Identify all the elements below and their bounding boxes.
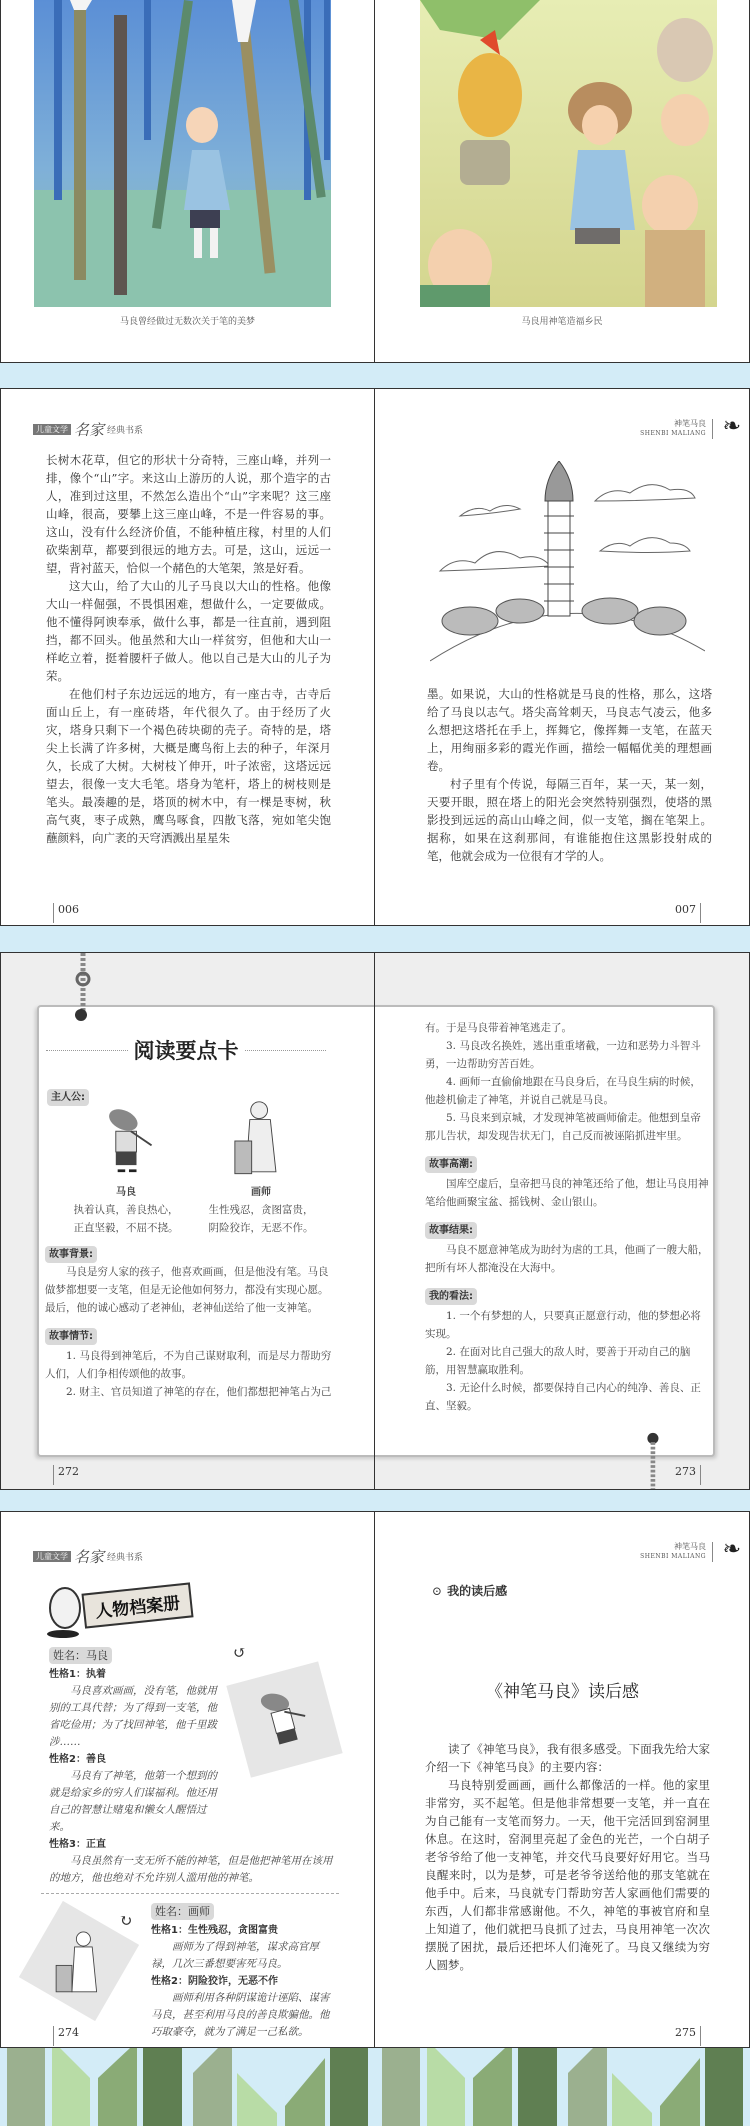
page-275 (375, 1512, 750, 2047)
profile-name: 姓名：马良 (49, 1647, 112, 1664)
climax-text: 国库空虚后，皇帝把马良的神笔还给了他，想让马良用神笔给他画聚宝盆、摇钱树、金山银山。 (425, 1178, 709, 1208)
card-title-text: 阅读要点卡 (133, 1038, 239, 1063)
painter-figure (35, 1917, 123, 2005)
trait-title: 性格2：阴险狡诈，无恶不作 (151, 1976, 278, 1987)
page-number: 272 (53, 1465, 79, 1485)
character-trait: 阴险狡诈，无恶不作。 (208, 1222, 314, 1234)
climax-label: 故事高潮: (425, 1156, 477, 1173)
character-name: 画师 (251, 1187, 271, 1198)
profile-banner-text: 人物档案册 (94, 1593, 182, 1623)
series-name: 经典书系 (107, 1553, 144, 1563)
plot-label: 故事情节: (45, 1328, 97, 1345)
page-273 (375, 953, 750, 1489)
plot-item: 5. 马良来到京城，才发现神笔被画师偷走。他想到皇帝那儿告状，却发现告状无门，自己反而被诬陷抓进牢里。 (425, 1112, 701, 1142)
book-header (640, 419, 713, 439)
arrow-icon: ↺ (233, 1643, 247, 1662)
brush-logo-icon: ❧ (722, 414, 741, 439)
section-heading (432, 1582, 507, 1599)
spread-illustrations (0, 0, 750, 363)
paragraph: 村子里有个传说，每隔三百年，某一天，某一刻，天要开眼，照在塔上的阳光会突然特别强烈，使塔的黑影投到远远的高山山峰之间，似一支笔，搁在笔架上。据称，如果在这刹那间，有谁能抱住这黑影投射成的笔，他就会成为一位很有才学的人。 (427, 777, 712, 863)
opinion-item: 1. 一个有梦想的人，只要真正愿意行动，他的梦想必将实现。 (425, 1310, 701, 1340)
page-number: 274 (53, 2026, 79, 2046)
plot-item: 4. 画师一直偷偷地跟在马良身后，在马良生病的时候，他趁机偷走了神笔，并说自己就是马良。 (425, 1076, 701, 1106)
page-number: 273 (675, 1465, 701, 1485)
trait-text: 画师为了得到神笔，谋求高官厚禄，几次三番想要害死马良。 (151, 1941, 319, 1970)
spread-pages-006-007 (0, 388, 750, 926)
plot-item: 有。于是马良带着神笔逃走了。 (425, 1022, 572, 1034)
illustration-caption: 马良用神笔造福乡民 (521, 317, 603, 327)
divider (41, 1893, 339, 1894)
rope-icon (637, 1431, 667, 1489)
page-right-illustration (375, 0, 750, 362)
character-trait: 正直坚毅，不屈不挠。 (73, 1222, 179, 1234)
trait-text: 马良虽然有一支无所不能的神笔，但是他把神笔用在该用的地方，他也绝对不允许别人滥用他的神笔。 (49, 1855, 333, 1884)
character-trait: 执着认真，善良热心， (73, 1204, 179, 1216)
painter-figure (231, 1099, 291, 1183)
character-trait: 生性残忍，贪图富贵， (208, 1204, 314, 1216)
spread-pages-272-273 (0, 952, 750, 1490)
paragraph: 墨。如果说，大山的性格就是马良的性格，那么，这塔给了马良以志气。塔尖高耸刺天，马良志气凌云，他多么想把这塔托在手上，挥舞它，像挥舞一支笔，在蓝天上，用绚丽多彩的霞光作画，描绘一幅幅优美的理想画卷。 (427, 687, 712, 773)
trait-title: 性格1：执着 (49, 1669, 106, 1680)
brush-logo-icon: ❧ (722, 1537, 741, 1562)
character-painter (201, 1185, 321, 1237)
opinion-item: 3. 无论什么时候，都要保持自己内心的纯净、善良、正直、坚毅。 (425, 1382, 701, 1412)
page-006 (0, 389, 375, 925)
character-ma-liang (66, 1185, 186, 1237)
ma-liang-profile (49, 1644, 221, 1836)
essay-body (425, 1740, 710, 1974)
paragraph: 这大山，给了大山的儿子马良以大山的性格。他像大山一样倔强，不畏惧困难，想做什么，一定要做成。他不懂得阿谀奉承，做什么事，都是一往直前，遇到阻挡，都不回头。他虽然和大山一样贫穷，但他和大山一样屹立着，挺着腰杆子做人。他以自己是大山的儿子为荣。 (46, 579, 331, 683)
trait-title: 性格2：善良 (49, 1754, 106, 1765)
paragraph: 长树木花草，但它的形状十分奇特，三座山峰，并列一排，像个“山”字。来这山上游历的人说，那个造字的古人，准到过这里，不然怎么造出个“山”字来呢？这三座山峰，很高，要攀上这三座山峰，不是一件容易的事。这山，没有什么经济价值，不能种植庄稼，村里的人们砍柴割草，都要到很远的地方去。可是，这山，远远一望，背衬蓝天，恰似一个赭色的大笔架，煞是好看。 (46, 453, 331, 575)
illustration-caption: 马良曾经做过无数次关于笔的美梦 (119, 317, 255, 327)
arrow-icon: ↻ (119, 1911, 133, 1930)
opinion-label: 我的看法: (425, 1288, 477, 1305)
paragraph: 在他们村子东边远远的地方，有一座古寺，古寺后面山丘上，有一座砖塔，年代很久了。由于经历了火灾，塔身只剩下一个褐色砖块砌的壳子。奇特的是，塔尖上长满了许多树，大概是鹰鸟衔上去的种子，年深月久，长成了大树。大树枝丫伸开，叶子浓密，这塔远远望去，很像一支大毛笔。塔身为笔杆，塔上的树枝则是笔头。最凑趣的是，塔顶的树木中，有一棵是枣树，秋高气爽，枣子成熟，鹰鸟啄食，四散飞落，宛如笔尖饱蘸颜料，向广袤的天穹洒溅出星星朱 (46, 687, 331, 845)
paragraph: 读了《神笔马良》，我有很多感受。下面我先给大家介绍一下《神笔马良》的主要内容： (425, 1742, 710, 1774)
trait-text: 马良喜欢画画，没有笔，他就用别的工具代替；为了得到一支笔，他省吃俭用；为了找回神笔，他千里跋涉…… (49, 1685, 217, 1748)
series-header (33, 419, 143, 440)
page-number: 006 (53, 903, 79, 923)
book-title-en: SHENBI MALIANG (640, 430, 706, 437)
result-label: 故事结果: (425, 1222, 477, 1239)
result-text: 马良不愿意神笔成为助纣为虐的工具，他画了一艘大船，把所有坏人都淹没在大海中。 (425, 1244, 709, 1274)
page-274 (0, 1512, 375, 2047)
painter-profile (151, 1900, 339, 2041)
rope-icon (69, 953, 99, 1023)
section-title: 我的读后感 (447, 1584, 508, 1598)
paragraph: 马良特别爱画画，画什么都像活的一样。他的家里非常穷，买不起笔。但是他非常想要一支笔，并一直在为自己能有一支笔而努力。一天，他干完活回到窑洞里休息。在这时，窑洞里亮起了金色的光芒，一个白胡子老爷爷给了他一支神笔，并交代马良要好好用它。当马良醒来时，以为是梦，可是老爷爷送给他的那支笔就在他手中。后来，马良就专门帮助穷苦人家画他们需要的东西，人们都非常感谢他。不久，神笔的事被官府和皇上知道了，他们就把马良抓了过去，马良用神笔一次次摆脱了困扰，最后还把坏人们淹死了。马良又继续为穷人圆梦。 (425, 1778, 710, 1972)
page-272 (0, 953, 375, 1489)
page-number: 275 (675, 2026, 701, 2046)
egg-mascot-icon (45, 1580, 85, 1640)
book-title-en: SHENBI MALIANG (640, 1553, 706, 1560)
plot-item: 1. 马良得到神笔后，不为自己谋财取利，而是尽力帮助穷人们，人们争相传颂他的故事。 (45, 1350, 332, 1380)
trait-text: 马良有了神笔，他第一个想到的就是给家乡的穷人们谋福利。他还用自己的智慧让赌鬼和懒女人醒悟过来。 (49, 1770, 217, 1833)
trait-title: 性格1：生性残忍，贪图富贵 (151, 1925, 278, 1936)
ma-liang-figure (101, 1103, 156, 1183)
decorative-green-bars (0, 2048, 750, 2126)
ma-liang-profile-cont (49, 1836, 339, 1887)
profile-name: 姓名：画师 (151, 1903, 214, 1920)
trait-title: 性格3：正直 (49, 1839, 106, 1850)
book-header (640, 1542, 713, 1562)
body-text (427, 685, 712, 865)
profile-banner (81, 1582, 193, 1628)
card-right-content (425, 1019, 710, 1415)
card-title (46, 1035, 326, 1065)
page-007 (375, 389, 750, 925)
body-text (46, 451, 331, 847)
book-title: 神笔马良 (674, 419, 706, 428)
illustration-magic-rooster (420, 0, 717, 307)
page-number: 007 (675, 903, 701, 923)
series-tag: 儿童文学 (33, 1551, 71, 1562)
circle-dot-icon: ⊙ (432, 1583, 443, 1598)
spread-pages-274-275 (0, 1511, 750, 2048)
illustration-brush-forest (34, 0, 331, 307)
illustration-pagoda-tower (430, 461, 705, 666)
essay-title: 《神笔马良》读后感 (486, 1682, 639, 1702)
trait-text: 画师利用各种阴谋诡计诬陷、谋害马良，甚至利用马良的善良欺骗他。他巧取豪夺，就为了满足一己私欲。 (151, 1992, 330, 2038)
background-text: 马良是穷人家的孩子，他喜欢画画，但是他没有笔。马良做梦都想要一支笔，但是无论他如何努力，都没有实现心愿。最后，他的诚心感动了老神仙，老神仙送给了他一支神笔。 (45, 1266, 329, 1314)
series-logo: 名家 (74, 421, 105, 439)
plot-item: 3. 马良改名换姓，逃出重重堵截，一边和恶势力斗智斗勇，一边帮助穷苦百姓。 (425, 1040, 701, 1070)
card-left-content (45, 1245, 335, 1401)
protagonists-label: 主人公: (47, 1089, 89, 1106)
series-tag: 儿童文学 (33, 424, 71, 435)
page-left-illustration (0, 0, 375, 362)
series-name: 经典书系 (107, 426, 144, 436)
character-name: 马良 (116, 1187, 136, 1198)
plot-item: 2. 财主、官员知道了神笔的存在，他们都想把神笔占为己 (66, 1386, 332, 1398)
book-title: 神笔马良 (674, 1542, 706, 1551)
opinion-item: 2. 在面对比自己强大的敌人时，要善于开动自己的脑筋，用智慧赢取胜利。 (425, 1346, 691, 1376)
background-label: 故事背景: (45, 1246, 97, 1263)
series-logo: 名家 (74, 1548, 105, 1566)
series-header (33, 1546, 143, 1567)
